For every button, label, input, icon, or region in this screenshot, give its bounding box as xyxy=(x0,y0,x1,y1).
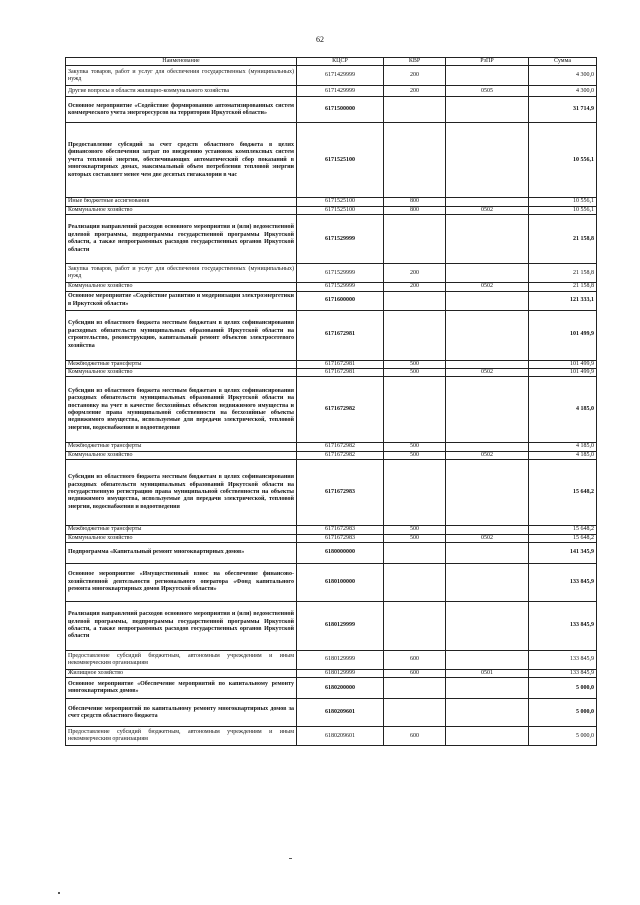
kcsr-cell: 6180200000 xyxy=(297,678,384,699)
kcsr-cell: 6171429999 xyxy=(297,66,384,86)
rzpr-cell: 0505 xyxy=(446,86,529,97)
sum-cell: 10 556,1 xyxy=(529,123,597,198)
rzpr-cell xyxy=(446,360,529,368)
kcsr-cell: 6171672982 xyxy=(297,451,384,459)
rzpr-cell: 0502 xyxy=(446,369,529,377)
rzpr-cell xyxy=(446,377,529,443)
scan-mark xyxy=(58,892,60,894)
sum-cell: 5 000,0 xyxy=(529,699,597,727)
table-row xyxy=(66,369,597,377)
sum-cell: 10 556,1 xyxy=(529,198,597,206)
name-cell: Предоставление субсидий бюджетным, автономным учреждениям и иным некоммерческим организациям xyxy=(66,651,297,670)
kcsr-cell: 6171529999 xyxy=(297,283,384,291)
rzpr-cell xyxy=(446,526,529,534)
sum-cell: 31 714,9 xyxy=(529,97,597,123)
name-cell: Коммунальное хозяйство xyxy=(66,283,297,291)
table-row xyxy=(66,86,597,97)
kvr-cell xyxy=(384,543,446,564)
kvr-cell: 200 xyxy=(384,86,446,97)
kvr-cell: 200 xyxy=(384,66,446,86)
header-sum: Сумма xyxy=(529,58,597,66)
table-row xyxy=(66,206,597,214)
table-row xyxy=(66,66,597,86)
kcsr-cell: 6180000000 xyxy=(297,543,384,564)
scan-mark xyxy=(289,858,292,859)
kvr-cell: 600 xyxy=(384,651,446,670)
name-cell: Обеспечение мероприятий по капитальному ремонту многоквартирных домов за счет средств областного бюджета xyxy=(66,699,297,727)
table-row xyxy=(66,215,597,264)
kvr-cell: 500 xyxy=(384,369,446,377)
sum-cell: 141 345,9 xyxy=(529,543,597,564)
kcsr-cell: 6180129999 xyxy=(297,602,384,651)
table-row xyxy=(66,699,597,727)
rzpr-cell: 0501 xyxy=(446,670,529,678)
table-row xyxy=(66,534,597,542)
name-cell: Коммунальное хозяйство xyxy=(66,206,297,214)
kvr-cell xyxy=(384,699,446,727)
name-cell: Основное мероприятие «Содействие формированию автоматизированных систем коммерческого учета энергоресурсов на территории Иркутской области» xyxy=(66,97,297,123)
sum-cell: 133 845,9 xyxy=(529,651,597,670)
table-row xyxy=(66,651,597,670)
table-row xyxy=(66,123,597,198)
rzpr-cell xyxy=(446,564,529,602)
name-cell: Предоставление субсидий бюджетным, автономным учреждениям и иным некоммерческим организациям xyxy=(66,727,297,746)
table-row xyxy=(66,526,597,534)
header-name: Наименование xyxy=(66,58,297,66)
name-cell: Иные бюджетные ассигнования xyxy=(66,198,297,206)
kvr-cell: 500 xyxy=(384,360,446,368)
kcsr-cell: 6171672981 xyxy=(297,310,384,360)
name-cell: Субсидии из областного бюджета местным бюджетам в целях софинансирования расходных обязательств муниципальных образований Иркутской области на строительство, реконструкцию, капитальный ремонт объектов электросетевого хозяйства xyxy=(66,310,297,360)
sum-cell: 101 499,9 xyxy=(529,369,597,377)
sum-cell: 5 000,0 xyxy=(529,678,597,699)
table-row xyxy=(66,443,597,451)
table-row xyxy=(66,543,597,564)
rzpr-cell xyxy=(446,215,529,264)
name-cell: Коммунальное хозяйство xyxy=(66,451,297,459)
table-row xyxy=(66,678,597,699)
rzpr-cell xyxy=(446,264,529,283)
name-cell: Реализация направлений расходов основного мероприятия и (или) ведомственной целевой программы, подпрограммы государственной программы Иркутской области, а также непрограммных расходов государственных органов Иркутской области xyxy=(66,602,297,651)
kvr-cell xyxy=(384,291,446,310)
kcsr-cell: 6171672983 xyxy=(297,526,384,534)
sum-cell: 15 648,2 xyxy=(529,534,597,542)
name-cell: Коммунальное хозяйство xyxy=(66,534,297,542)
rzpr-cell xyxy=(446,97,529,123)
sum-cell: 133 845,9 xyxy=(529,670,597,678)
kcsr-cell: 6171525100 xyxy=(297,206,384,214)
table-row xyxy=(66,727,597,746)
sum-cell: 21 158,8 xyxy=(529,264,597,283)
kvr-cell: 600 xyxy=(384,727,446,746)
kcsr-cell: 6171500000 xyxy=(297,97,384,123)
table-row xyxy=(66,670,597,678)
kcsr-cell: 6171672981 xyxy=(297,369,384,377)
table-row xyxy=(66,283,597,291)
rzpr-cell xyxy=(446,678,529,699)
table-row xyxy=(66,310,597,360)
name-cell: Основное мероприятие «Имущественный взнос на обеспечение финансово-хозяйственной деятельности регионального оператора «Фонд капитального ремонта многоквартирных домов Иркутской области» xyxy=(66,564,297,602)
sum-cell: 5 000,0 xyxy=(529,727,597,746)
sum-cell: 101 499,9 xyxy=(529,360,597,368)
rzpr-cell xyxy=(446,198,529,206)
name-cell: Подпрограмма «Капитальный ремонт многоквартирных домов» xyxy=(66,543,297,564)
header-rzpr: РзПР xyxy=(446,58,529,66)
rzpr-cell: 0502 xyxy=(446,451,529,459)
kcsr-cell: 6180100000 xyxy=(297,564,384,602)
kcsr-cell: 6171525100 xyxy=(297,198,384,206)
sum-cell: 21 158,8 xyxy=(529,215,597,264)
sum-cell: 101 499,9 xyxy=(529,310,597,360)
rzpr-cell xyxy=(446,651,529,670)
kvr-cell xyxy=(384,123,446,198)
name-cell: Реализация направлений расходов основного мероприятия и (или) ведомственной целевой программы, подпрограммы государственной программы Иркутской области, а также непрограммных расходов государственных органов Иркутской области xyxy=(66,215,297,264)
table-row xyxy=(66,377,597,443)
name-cell: Межбюджетные трансферты xyxy=(66,526,297,534)
kcsr-cell: 6180129999 xyxy=(297,651,384,670)
sum-cell: 4 185,0 xyxy=(529,451,597,459)
table-row xyxy=(66,291,597,310)
table-header-row xyxy=(66,58,597,66)
kcsr-cell: 6171529999 xyxy=(297,215,384,264)
table-row xyxy=(66,360,597,368)
kcsr-cell: 6171672983 xyxy=(297,534,384,542)
rzpr-cell xyxy=(446,727,529,746)
kvr-cell: 600 xyxy=(384,670,446,678)
kvr-cell xyxy=(384,310,446,360)
sum-cell: 4 185,0 xyxy=(529,377,597,443)
kcsr-cell: 6171529999 xyxy=(297,264,384,283)
kvr-cell xyxy=(384,460,446,526)
sum-cell: 21 158,8 xyxy=(529,283,597,291)
rzpr-cell xyxy=(446,699,529,727)
kvr-cell: 800 xyxy=(384,198,446,206)
budget-table xyxy=(65,57,597,746)
kvr-cell: 500 xyxy=(384,534,446,542)
rzpr-cell xyxy=(446,123,529,198)
table-row xyxy=(66,97,597,123)
kcsr-cell: 6171525100 xyxy=(297,123,384,198)
table-row xyxy=(66,198,597,206)
sum-cell: 4 300,0 xyxy=(529,86,597,97)
name-cell: Основное мероприятие «Содействие развитию и модернизации электроэнергетики в Иркутской области» xyxy=(66,291,297,310)
rzpr-cell xyxy=(446,310,529,360)
rzpr-cell xyxy=(446,66,529,86)
kvr-cell: 500 xyxy=(384,451,446,459)
sum-cell: 4 300,0 xyxy=(529,66,597,86)
name-cell: Другие вопросы в области жилищно-коммунального хозяйства xyxy=(66,86,297,97)
page-number: 62 xyxy=(316,35,324,44)
sum-cell: 133 845,9 xyxy=(529,602,597,651)
rzpr-cell: 0502 xyxy=(446,534,529,542)
rzpr-cell xyxy=(446,602,529,651)
sum-cell: 133 845,9 xyxy=(529,564,597,602)
rzpr-cell xyxy=(446,543,529,564)
name-cell: Коммунальное хозяйство xyxy=(66,369,297,377)
name-cell: Основное мероприятие «Обеспечение мероприятий по капитальному ремонту многоквартирных домов» xyxy=(66,678,297,699)
kvr-cell: 800 xyxy=(384,206,446,214)
name-cell: Предоставление субсидий за счет средств областного бюджета в целях финансового обеспечения затрат по внедрению установок комплексных систем учета тепловой энергии, обеспечивающих автоматический сбор показаний в многоквартирных домах, максимальный объем потребления тепловой энергии которых составляет менее чем две десятых гигакалории в час xyxy=(66,123,297,198)
name-cell: Закупка товаров, работ и услуг для обеспечения государственных (муниципальных) нужд xyxy=(66,66,297,86)
kvr-cell: 200 xyxy=(384,283,446,291)
header-kvr: КВР xyxy=(384,58,446,66)
rzpr-cell xyxy=(446,460,529,526)
name-cell: Закупка товаров, работ и услуг для обеспечения государственных (муниципальных) нужд xyxy=(66,264,297,283)
kvr-cell xyxy=(384,215,446,264)
table-row xyxy=(66,460,597,526)
rzpr-cell: 0502 xyxy=(446,206,529,214)
kvr-cell xyxy=(384,602,446,651)
name-cell: Субсидии из областного бюджета местным бюджетам в целях софинансирования расходных обязательств муниципальных образований Иркутской области на государственную регистрацию права муниципальной собственности на объекты недвижимого имущества, используемые для передачи электрической, тепловой энергии, водоснабжения и водоотведения xyxy=(66,460,297,526)
rzpr-cell xyxy=(446,443,529,451)
kcsr-cell: 6180129999 xyxy=(297,670,384,678)
kvr-cell xyxy=(384,678,446,699)
name-cell: Межбюджетные трансферты xyxy=(66,360,297,368)
table-row xyxy=(66,451,597,459)
kcsr-cell: 6171672982 xyxy=(297,443,384,451)
table-row xyxy=(66,564,597,602)
rzpr-cell: 0502 xyxy=(446,283,529,291)
header-kcsr: КЦСР xyxy=(297,58,384,66)
sum-cell: 121 333,1 xyxy=(529,291,597,310)
sum-cell: 4 185,0 xyxy=(529,443,597,451)
kvr-cell: 500 xyxy=(384,443,446,451)
name-cell: Межбюджетные трансферты xyxy=(66,443,297,451)
kcsr-cell: 6171429999 xyxy=(297,86,384,97)
table-row xyxy=(66,264,597,283)
kvr-cell: 200 xyxy=(384,264,446,283)
kcsr-cell: 6180209601 xyxy=(297,699,384,727)
name-cell: Субсидии из областного бюджета местным бюджетам в целях софинансирования расходных обязательств муниципальных образований Иркутской области на постановку на учет в качестве бесхозяйных объектов недвижимого имущества и оформление права муниципальной собственности на бесхозяйные объекты недвижимого имущества, используемые для передачи электрической, тепловой энергии, водоснабжения и водоотведения xyxy=(66,377,297,443)
kvr-cell xyxy=(384,564,446,602)
kcsr-cell: 6171672981 xyxy=(297,360,384,368)
sum-cell: 15 648,2 xyxy=(529,460,597,526)
kcsr-cell: 6180209601 xyxy=(297,727,384,746)
name-cell: Жилищное хозяйство xyxy=(66,670,297,678)
table-row xyxy=(66,602,597,651)
kvr-cell xyxy=(384,97,446,123)
sum-cell: 15 648,2 xyxy=(529,526,597,534)
rzpr-cell xyxy=(446,291,529,310)
kcsr-cell: 6171672982 xyxy=(297,377,384,443)
sum-cell: 10 556,1 xyxy=(529,206,597,214)
kvr-cell: 500 xyxy=(384,526,446,534)
kvr-cell xyxy=(384,377,446,443)
kcsr-cell: 6171672983 xyxy=(297,460,384,526)
kcsr-cell: 6171600000 xyxy=(297,291,384,310)
